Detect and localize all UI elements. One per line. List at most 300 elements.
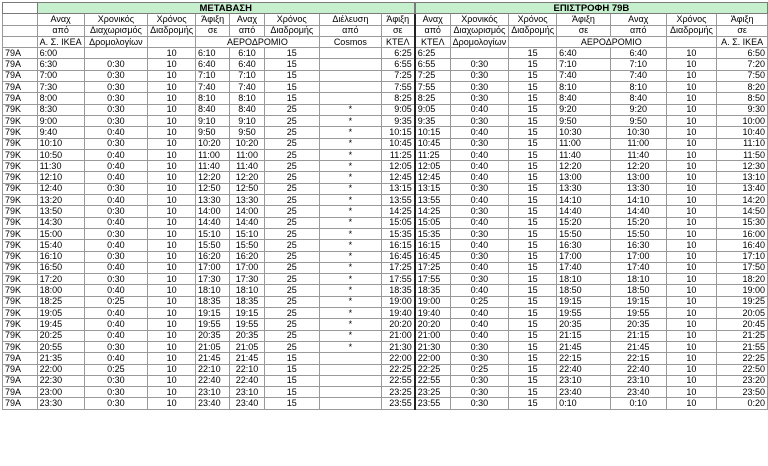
cell-ret-duration-2: 10	[666, 104, 717, 115]
cell-ret-depart-ktel: 7:55	[415, 82, 450, 93]
cell-out-depart-ikea: 13:20	[37, 195, 84, 206]
cell-out-arrive-airport: 11:40	[196, 161, 230, 172]
cell-out-arrive-ktel: 12:45	[381, 172, 415, 183]
cell-out-arrive-airport: 18:10	[196, 285, 230, 296]
cell-ret-depart-airport: 23:40	[610, 387, 666, 398]
cell-out-depart-ikea: 16:10	[37, 251, 84, 262]
cell-ret-duration: 15	[509, 70, 557, 81]
cell-ret-depart-airport: 15:50	[610, 228, 666, 239]
header-line-cell	[3, 36, 38, 47]
cell-ret-arrive-ikea: 8:50	[717, 93, 768, 104]
cell-ret-duration: 15	[509, 353, 557, 364]
cell-ret-gap: 0:30	[450, 228, 509, 239]
cell-ret-arrive-airport: 15:50	[557, 228, 611, 239]
cell-out-via-cosmos: *	[319, 183, 381, 194]
cell-ret-duration: 15	[509, 127, 557, 138]
cell-out-gap: 0:40	[84, 217, 147, 228]
header-row1-cell-12: Αναχ	[610, 14, 666, 25]
cell-line: 79K	[3, 251, 38, 262]
cell-ret-depart-airport: 8:40	[610, 93, 666, 104]
cell-ret-duration: 15	[509, 341, 557, 352]
cell-out-arrive-airport: 20:35	[196, 330, 230, 341]
table-row	[3, 195, 768, 206]
cell-out-duration: 10	[148, 296, 196, 307]
cell-ret-arrive-ikea: 7:50	[717, 70, 768, 81]
cell-ret-arrive-ikea: 6:50	[717, 48, 768, 59]
cell-out-depart-airport: 12:20	[230, 172, 264, 183]
cell-ret-depart-airport: 9:20	[610, 104, 666, 115]
header-row1-cell-9: Χρονικός	[450, 14, 509, 25]
cell-ret-depart-airport: 0:10	[610, 398, 666, 409]
cell-out-depart-airport: 22:10	[230, 364, 264, 375]
cell-ret-depart-ktel: 9:05	[415, 104, 450, 115]
cell-out-arrive-airport: 6:40	[196, 59, 230, 70]
cell-out-duration: 10	[148, 59, 196, 70]
cell-ret-depart-ktel: 17:55	[415, 274, 450, 285]
cell-out-depart-airport: 10:20	[230, 138, 264, 149]
cell-out-arrive-ktel: 23:55	[381, 398, 415, 409]
table-row	[3, 59, 768, 70]
cell-out-depart-ikea: 12:10	[37, 172, 84, 183]
cell-ret-duration: 15	[509, 319, 557, 330]
cell-line: 79A	[3, 59, 38, 70]
cell-out-duration: 10	[148, 48, 196, 59]
cell-ret-arrive-ikea: 19:25	[717, 296, 768, 307]
cell-out-gap: 0:40	[84, 161, 147, 172]
table-row	[3, 398, 768, 409]
cell-ret-duration-2: 10	[666, 364, 717, 375]
cell-ret-depart-ktel: 15:05	[415, 217, 450, 228]
cell-ret-duration-2: 10	[666, 375, 717, 386]
cell-out-depart-airport: 18:10	[230, 285, 264, 296]
cell-ret-duration-2: 10	[666, 82, 717, 93]
cell-out-duration: 10	[148, 341, 196, 352]
cell-out-arrive-airport: 9:50	[196, 127, 230, 138]
cell-ret-gap: 0:30	[450, 70, 509, 81]
cell-ret-depart-ktel: 16:15	[415, 240, 450, 251]
cell-line: 79A	[3, 48, 38, 59]
header-ret-ktel: ΚΤΕΛ	[415, 36, 450, 47]
cell-out-arrive-airport: 19:55	[196, 319, 230, 330]
cell-out-duration-2: 15	[264, 364, 319, 375]
cell-out-duration-2: 25	[264, 228, 319, 239]
cell-line: 79K	[3, 127, 38, 138]
cell-out-duration: 10	[148, 217, 196, 228]
cell-ret-depart-ktel: 9:35	[415, 115, 450, 126]
cell-ret-duration: 15	[509, 285, 557, 296]
cell-out-arrive-ktel: 10:45	[381, 138, 415, 149]
cell-ret-depart-airport: 8:10	[610, 82, 666, 93]
cell-out-arrive-ktel: 14:25	[381, 206, 415, 217]
cell-ret-gap: 0:30	[450, 206, 509, 217]
table-row	[3, 161, 768, 172]
cell-ret-depart-airport: 23:10	[610, 375, 666, 386]
cell-ret-gap: 0:40	[450, 262, 509, 273]
header-row2-cell-3: σε	[196, 25, 230, 36]
cell-ret-gap: 0:30	[450, 251, 509, 262]
cell-out-duration: 10	[148, 195, 196, 206]
cell-out-depart-airport: 20:35	[230, 330, 264, 341]
cell-out-arrive-airport: 11:00	[196, 149, 230, 160]
cell-ret-depart-ktel: 22:55	[415, 375, 450, 386]
cell-ret-depart-airport: 19:55	[610, 308, 666, 319]
header-out-origin: Α. Σ. ΙΚΕΑ	[37, 36, 84, 47]
cell-ret-duration-2: 10	[666, 274, 717, 285]
cell-ret-duration-2: 10	[666, 161, 717, 172]
cell-out-depart-airport: 15:10	[230, 228, 264, 239]
cell-out-via-cosmos	[319, 387, 381, 398]
cell-out-depart-airport: 11:00	[230, 149, 264, 160]
cell-out-duration: 10	[148, 228, 196, 239]
cell-out-duration: 10	[148, 251, 196, 262]
cell-ret-arrive-airport: 17:40	[557, 262, 611, 273]
cell-ret-gap: 0:30	[450, 341, 509, 352]
cell-out-depart-ikea: 10:10	[37, 138, 84, 149]
cell-ret-arrive-ikea: 9:30	[717, 104, 768, 115]
cell-out-gap: 0:30	[84, 115, 147, 126]
cell-out-depart-airport: 19:55	[230, 319, 264, 330]
cell-ret-arrive-ikea: 19:00	[717, 285, 768, 296]
header-row1-cell-2: Χρόνος	[148, 14, 196, 25]
header-row2-cell-13: Διαδρομής	[666, 25, 717, 36]
cell-ret-duration-2: 10	[666, 319, 717, 330]
cell-ret-gap: 0:30	[450, 353, 509, 364]
cell-ret-arrive-ikea: 16:00	[717, 228, 768, 239]
cell-out-arrive-airport: 23:40	[196, 398, 230, 409]
cell-ret-depart-airport: 13:30	[610, 183, 666, 194]
cell-ret-arrive-ikea: 11:50	[717, 149, 768, 160]
cell-out-depart-airport: 6:10	[230, 48, 264, 59]
cell-out-arrive-ktel: 17:55	[381, 274, 415, 285]
cell-ret-depart-ktel: 23:25	[415, 387, 450, 398]
cell-ret-gap: 0:30	[450, 375, 509, 386]
table-row	[3, 82, 768, 93]
cell-out-duration: 10	[148, 127, 196, 138]
cell-out-arrive-ktel: 15:05	[381, 217, 415, 228]
cell-out-depart-ikea: 23:00	[37, 387, 84, 398]
cell-out-duration-2: 15	[264, 82, 319, 93]
cell-out-duration: 10	[148, 353, 196, 364]
cell-line: 79K	[3, 319, 38, 330]
header-out-airport: ΑΕΡΟΔΡΟΜΙΟ	[196, 36, 320, 47]
cell-out-arrive-ktel: 8:25	[381, 93, 415, 104]
cell-ret-depart-airport: 16:30	[610, 240, 666, 251]
cell-out-depart-ikea: 21:35	[37, 353, 84, 364]
cell-ret-duration: 15	[509, 172, 557, 183]
cell-ret-arrive-airport: 21:45	[557, 341, 611, 352]
cell-ret-duration: 15	[509, 183, 557, 194]
cell-ret-arrive-airport: 8:10	[557, 82, 611, 93]
cell-out-arrive-airport: 19:15	[196, 308, 230, 319]
cell-ret-depart-airport: 17:00	[610, 251, 666, 262]
cell-out-depart-airport: 21:45	[230, 353, 264, 364]
cell-out-depart-ikea: 7:30	[37, 82, 84, 93]
cell-ret-duration: 15	[509, 115, 557, 126]
cell-line: 79K	[3, 195, 38, 206]
cell-out-duration-2: 15	[264, 59, 319, 70]
cell-ret-gap	[450, 48, 509, 59]
cell-out-depart-ikea: 19:45	[37, 319, 84, 330]
cell-ret-arrive-ikea: 15:30	[717, 217, 768, 228]
cell-ret-gap: 0:40	[450, 127, 509, 138]
cell-ret-depart-airport: 11:00	[610, 138, 666, 149]
cell-out-depart-airport: 9:50	[230, 127, 264, 138]
cell-out-duration-2: 25	[264, 285, 319, 296]
cell-out-depart-ikea: 6:00	[37, 48, 84, 59]
cell-ret-gap: 0:30	[450, 59, 509, 70]
header-row2-cell-7: σε	[381, 25, 415, 36]
cell-ret-depart-ktel: 18:35	[415, 285, 450, 296]
cell-out-arrive-airport: 8:10	[196, 93, 230, 104]
cell-out-arrive-airport: 8:40	[196, 104, 230, 115]
cell-out-depart-airport: 8:10	[230, 93, 264, 104]
cell-out-gap: 0:30	[84, 183, 147, 194]
table-row	[3, 206, 768, 217]
cell-out-duration: 10	[148, 172, 196, 183]
header-row-3	[3, 36, 768, 47]
cell-ret-arrive-ikea: 8:20	[717, 82, 768, 93]
cell-ret-gap: 0:30	[450, 398, 509, 409]
header-row2-cell-10: Διαδρομής	[509, 25, 557, 36]
header-ret-duration-2	[666, 36, 717, 47]
cell-out-arrive-ktel: 22:55	[381, 375, 415, 386]
cell-ret-arrive-airport: 23:40	[557, 387, 611, 398]
cell-out-duration-2: 25	[264, 161, 319, 172]
cell-ret-arrive-ikea: 0:20	[717, 398, 768, 409]
cell-out-depart-ikea: 8:00	[37, 93, 84, 104]
cell-ret-depart-airport: 17:40	[610, 262, 666, 273]
cell-ret-depart-ktel: 11:25	[415, 149, 450, 160]
cell-line: 79K	[3, 285, 38, 296]
cell-out-gap: 0:30	[84, 138, 147, 149]
cell-out-depart-ikea: 22:00	[37, 364, 84, 375]
cell-ret-gap: 0:40	[450, 285, 509, 296]
cell-ret-depart-ktel: 20:20	[415, 319, 450, 330]
cell-line: 79K	[3, 274, 38, 285]
cell-out-duration-2: 25	[264, 138, 319, 149]
header-out-gap: Δρομολογίων	[84, 36, 147, 47]
header-row1-cell-10: Χρόνος	[509, 14, 557, 25]
cell-out-arrive-airport: 17:30	[196, 274, 230, 285]
cell-out-arrive-ktel: 7:55	[381, 82, 415, 93]
cell-out-duration-2: 25	[264, 206, 319, 217]
cell-out-via-cosmos	[319, 398, 381, 409]
cell-out-gap: 0:30	[84, 341, 147, 352]
cell-out-via-cosmos: *	[319, 115, 381, 126]
cell-out-duration: 10	[148, 115, 196, 126]
cell-out-duration-2: 25	[264, 330, 319, 341]
cell-ret-duration-2: 10	[666, 398, 717, 409]
cell-ret-depart-airport: 20:35	[610, 319, 666, 330]
cell-out-duration: 10	[148, 149, 196, 160]
header-ret-airport: ΑΕΡΟΔΡΟΜΙΟ	[557, 36, 667, 47]
cell-out-depart-airport: 21:05	[230, 341, 264, 352]
cell-out-via-cosmos: *	[319, 330, 381, 341]
cell-out-depart-airport: 7:40	[230, 82, 264, 93]
header-row1-cell-7: Άφιξη	[381, 14, 415, 25]
cell-out-arrive-airport: 12:50	[196, 183, 230, 194]
cell-out-via-cosmos: *	[319, 251, 381, 262]
cell-out-gap: 0:40	[84, 353, 147, 364]
header-row1-cell-0: Αναχ	[37, 14, 84, 25]
cell-out-arrive-ktel: 16:15	[381, 240, 415, 251]
cell-ret-duration: 15	[509, 149, 557, 160]
cell-ret-arrive-ikea: 10:00	[717, 115, 768, 126]
cell-out-gap: 0:40	[84, 172, 147, 183]
cell-out-depart-airport: 7:10	[230, 70, 264, 81]
table-row	[3, 70, 768, 81]
table-row	[3, 330, 768, 341]
cell-ret-depart-ktel: 19:40	[415, 308, 450, 319]
cell-out-arrive-airport: 22:10	[196, 364, 230, 375]
cell-out-gap: 0:30	[84, 93, 147, 104]
header-row1-cell-14: Άφιξη	[717, 14, 768, 25]
cell-out-arrive-ktel: 21:30	[381, 341, 415, 352]
cell-line: 79K	[3, 206, 38, 217]
cell-ret-depart-ktel: 15:35	[415, 228, 450, 239]
header-ret-gap: Δρομολογίων	[450, 36, 509, 47]
cell-ret-duration-2: 10	[666, 195, 717, 206]
header-ret-ikea: Α. Σ. ΙΚΕΑ	[717, 36, 768, 47]
cell-out-gap: 0:30	[84, 104, 147, 115]
cell-ret-depart-ktel: 14:25	[415, 206, 450, 217]
cell-out-gap: 0:30	[84, 375, 147, 386]
cell-out-depart-ikea: 7:00	[37, 70, 84, 81]
cell-ret-arrive-airport: 16:30	[557, 240, 611, 251]
cell-out-arrive-ktel: 18:35	[381, 285, 415, 296]
cell-out-via-cosmos: *	[319, 127, 381, 138]
cell-ret-depart-ktel: 19:00	[415, 296, 450, 307]
cell-out-duration: 10	[148, 375, 196, 386]
cell-out-depart-ikea: 18:25	[37, 296, 84, 307]
table-row	[3, 251, 768, 262]
table-row	[3, 228, 768, 239]
cell-ret-arrive-airport: 6:40	[557, 48, 611, 59]
cell-ret-depart-ktel: 17:25	[415, 262, 450, 273]
cell-out-duration: 10	[148, 183, 196, 194]
cell-out-duration-2: 25	[264, 274, 319, 285]
cell-ret-duration-2: 10	[666, 262, 717, 273]
cell-out-duration-2: 25	[264, 149, 319, 160]
cell-ret-duration: 15	[509, 296, 557, 307]
cell-ret-depart-airport: 7:40	[610, 70, 666, 81]
header-row2-cell-4: από	[230, 25, 264, 36]
cell-out-arrive-airport: 23:10	[196, 387, 230, 398]
cell-ret-arrive-airport: 22:40	[557, 364, 611, 375]
cell-out-arrive-airport: 15:50	[196, 240, 230, 251]
cell-out-gap: 0:30	[84, 274, 147, 285]
cell-out-via-cosmos: *	[319, 217, 381, 228]
cell-ret-depart-ktel: 23:55	[415, 398, 450, 409]
cell-ret-depart-ktel: 21:30	[415, 341, 450, 352]
table-row	[3, 48, 768, 59]
cell-out-depart-ikea: 9:00	[37, 115, 84, 126]
cell-ret-gap: 0:40	[450, 308, 509, 319]
cell-ret-arrive-airport: 7:40	[557, 70, 611, 81]
cell-out-duration: 10	[148, 274, 196, 285]
cell-out-depart-airport: 6:40	[230, 59, 264, 70]
cell-line: 79A	[3, 353, 38, 364]
cell-line: 79A	[3, 70, 38, 81]
cell-out-duration-2: 15	[264, 398, 319, 409]
cell-line: 79K	[3, 217, 38, 228]
cell-ret-arrive-ikea: 21:25	[717, 330, 768, 341]
header-out-ktel: ΚΤΕΛ	[381, 36, 415, 47]
header-row2-cell-12: από	[610, 25, 666, 36]
cell-ret-arrive-airport: 21:15	[557, 330, 611, 341]
cell-ret-depart-airport: 14:10	[610, 195, 666, 206]
cell-out-gap: 0:25	[84, 296, 147, 307]
cell-ret-arrive-airport: 18:50	[557, 285, 611, 296]
cell-out-arrive-airport: 10:20	[196, 138, 230, 149]
cell-ret-arrive-ikea: 18:20	[717, 274, 768, 285]
header-row2-cell-14: σε	[717, 25, 768, 36]
header-row1-cell-8: Αναχ	[415, 14, 450, 25]
cell-ret-duration-2: 10	[666, 115, 717, 126]
cell-ret-arrive-airport: 0:10	[557, 398, 611, 409]
cell-out-depart-ikea: 19:05	[37, 308, 84, 319]
cell-out-duration-2: 15	[264, 353, 319, 364]
cell-ret-gap: 0:30	[450, 93, 509, 104]
cell-ret-duration: 15	[509, 104, 557, 115]
cell-out-gap: 0:40	[84, 330, 147, 341]
cell-out-depart-airport: 23:10	[230, 387, 264, 398]
header-ret-duration	[509, 36, 557, 47]
cell-ret-duration-2: 10	[666, 285, 717, 296]
cell-out-duration-2: 25	[264, 104, 319, 115]
table-row	[3, 274, 768, 285]
cell-out-duration-2: 15	[264, 387, 319, 398]
cell-ret-duration: 15	[509, 82, 557, 93]
cell-ret-arrive-airport: 17:00	[557, 251, 611, 262]
cell-out-depart-ikea: 20:55	[37, 341, 84, 352]
cell-out-arrive-airport: 7:40	[196, 82, 230, 93]
cell-out-arrive-airport: 22:40	[196, 375, 230, 386]
cell-out-duration: 10	[148, 70, 196, 81]
cell-ret-duration: 15	[509, 364, 557, 375]
cell-out-arrive-airport: 15:10	[196, 228, 230, 239]
header-row1-cell-5: Χρόνος	[264, 14, 319, 25]
cell-ret-duration-2: 10	[666, 172, 717, 183]
cell-out-via-cosmos: *	[319, 285, 381, 296]
cell-ret-duration-2: 10	[666, 149, 717, 160]
cell-out-depart-ikea: 9:40	[37, 127, 84, 138]
cell-out-depart-ikea: 13:50	[37, 206, 84, 217]
table-row	[3, 93, 768, 104]
cell-out-arrive-ktel: 20:20	[381, 319, 415, 330]
cell-out-duration-2: 15	[264, 48, 319, 59]
table-row	[3, 138, 768, 149]
cell-out-arrive-airport: 14:40	[196, 217, 230, 228]
cell-out-arrive-airport: 17:00	[196, 262, 230, 273]
table-row	[3, 183, 768, 194]
cell-out-arrive-ktel: 10:15	[381, 127, 415, 138]
header-row1-cell-1: Χρονικός	[84, 14, 147, 25]
cell-ret-gap: 0:40	[450, 240, 509, 251]
cell-out-gap: 0:30	[84, 70, 147, 81]
cell-out-depart-ikea: 17:20	[37, 274, 84, 285]
cell-out-arrive-airport: 21:05	[196, 341, 230, 352]
cell-out-duration-2: 25	[264, 127, 319, 138]
cell-ret-depart-airport: 12:20	[610, 161, 666, 172]
cell-out-gap: 0:30	[84, 251, 147, 262]
cell-out-duration: 10	[148, 319, 196, 330]
cell-ret-depart-airport: 7:10	[610, 59, 666, 70]
cell-out-depart-airport: 18:35	[230, 296, 264, 307]
cell-out-depart-ikea: 14:30	[37, 217, 84, 228]
table-row	[3, 240, 768, 251]
cell-line: 79A	[3, 364, 38, 375]
